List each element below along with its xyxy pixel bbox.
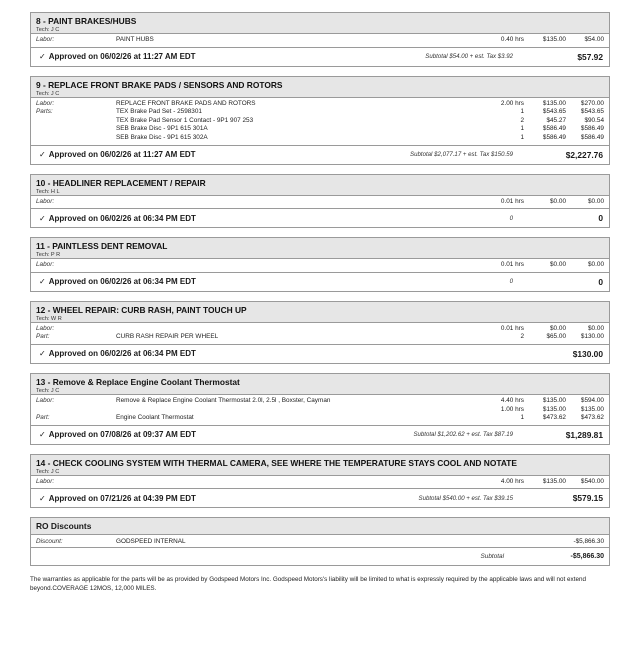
line-quantity: 0.40 hrs — [500, 36, 524, 43]
approval-row — [31, 146, 609, 164]
job-title: 10 - HEADLINER REPLACEMENT / REPAIR — [36, 177, 206, 188]
job-title: 8 - PAINT BRAKES/HUBS — [36, 16, 137, 26]
job-total: $130.00 — [572, 348, 603, 359]
job-title: 9 - REPLACE FRONT BRAKE PADS / SENSORS AND ROTORS — [36, 79, 283, 90]
job-title: 12 - WHEEL REPAIR: CURB RASH, PAINT TOUCH UP — [36, 304, 247, 315]
ro-discounts-title: RO Discounts — [31, 518, 609, 535]
job-subtotal: Subtotal $2,077.17 + est. Tax $150.59 — [410, 151, 513, 159]
line-amount: $586.49 — [580, 125, 604, 133]
line-amount: $0.00 — [588, 261, 604, 269]
job-card — [30, 301, 610, 364]
line-quantity: 1.00 hrs — [500, 405, 524, 413]
line-unit-price: $0.00 — [550, 261, 566, 269]
job-line-items — [31, 323, 609, 345]
checkmark-icon: ✓ — [39, 430, 46, 440]
line-quantity: 2 — [520, 333, 524, 341]
approval-row — [31, 489, 609, 507]
line-type: Labor: — [36, 197, 55, 205]
job-line-items — [31, 476, 609, 490]
line-unit-price: $135.00 — [542, 477, 566, 485]
line-unit-price: $65.00 — [546, 333, 566, 341]
job-tech: Tech: J C — [36, 27, 60, 33]
approval-status: Approved on 07/21/26 at 04:39 PM EDT — [48, 493, 196, 503]
line-amount: $543.65 — [580, 108, 604, 116]
job-card — [30, 12, 610, 67]
line-type: Labor: — [36, 477, 55, 485]
line-unit-price: $586.49 — [542, 125, 566, 133]
line-item — [36, 36, 604, 45]
discount-subtotal-value: -$5,866.30 — [570, 553, 604, 561]
line-quantity: 2 — [520, 116, 524, 124]
line-quantity: 1 — [520, 108, 524, 116]
job-subtotal: 0 — [509, 278, 513, 286]
line-amount: $135.00 — [580, 405, 604, 413]
line-item — [36, 397, 604, 406]
line-item — [36, 406, 604, 415]
checkmark-icon: ✓ — [39, 349, 46, 359]
job-subtotal: Subtotal $54.00 + est. Tax $3.92 — [425, 53, 513, 61]
line-item — [36, 117, 604, 126]
line-description: PAINT HUBS — [116, 36, 154, 43]
job-line-items — [31, 196, 609, 210]
line-amount: $540.00 — [580, 477, 604, 485]
line-type: Labor: — [36, 36, 55, 43]
line-type: Part: — [36, 333, 50, 341]
line-item — [36, 125, 604, 134]
line-quantity: 1 — [520, 125, 524, 133]
line-description: CURB RASH REPAIR PER WHEEL — [116, 333, 219, 341]
checkmark-icon: ✓ — [39, 493, 46, 503]
line-amount: $130.00 — [580, 333, 604, 341]
line-description: TEX Brake Pad Sensor 1 Contact - 9P1 907 253 — [116, 116, 254, 124]
line-quantity: 0.01 hrs — [500, 261, 524, 269]
line-description: Remove & Replace Engine Coolant Thermostat 2.0l, 2.5l , Boxster, Cayman — [116, 396, 331, 404]
job-line-items — [31, 34, 609, 48]
discount-subtotal-label: Subtotal — [480, 553, 504, 561]
line-item — [36, 134, 604, 143]
discount-subtotal-row — [31, 548, 609, 565]
job-subtotal: 0 — [509, 214, 513, 222]
line-unit-price: $135.00 — [542, 405, 566, 413]
job-tech: Tech: P R — [36, 252, 61, 259]
job-tech: Tech: J C — [36, 90, 60, 97]
job-total: $579.15 — [572, 493, 603, 504]
job-total: 0 — [598, 213, 603, 224]
line-amount: $90.54 — [584, 116, 604, 124]
line-description: SEB Brake Disc - 9P1 615 302A — [116, 133, 208, 141]
job-subtotal: Subtotal $1,202.62 + est. Tax $87.19 — [413, 431, 513, 439]
line-item — [36, 100, 604, 109]
job-card — [30, 454, 610, 509]
approval-row — [31, 48, 609, 66]
checkmark-icon: ✓ — [39, 150, 46, 160]
job-line-items — [31, 259, 609, 273]
discount-amount: -$5,866.30 — [573, 538, 604, 546]
line-item — [36, 414, 604, 423]
line-description: REPLACE FRONT BRAKE PADS AND ROTORS — [116, 99, 256, 107]
approval-row — [31, 273, 609, 291]
line-unit-price: $473.62 — [542, 414, 566, 422]
line-quantity: 1 — [520, 133, 524, 141]
job-card — [30, 76, 610, 165]
job-line-items — [31, 395, 609, 426]
line-amount: $586.49 — [580, 133, 604, 141]
ro-discounts-section — [30, 517, 610, 566]
line-item — [36, 108, 604, 117]
line-amount: $54.00 — [584, 36, 604, 43]
approval-status: Approved on 07/08/26 at 09:37 AM EDT — [48, 430, 197, 440]
job-title: 14 - CHECK COOLING SYSTEM WITH THERMAL CAMERA, SEE WHERE THE TEMPERATURE STAYS COOL AND NOTATE — [36, 457, 517, 468]
discount-description: GODSPEED INTERNAL — [116, 538, 186, 546]
job-total: $2,227.76 — [565, 149, 603, 160]
approval-status: Approved on 06/02/26 at 06:34 PM EDT — [48, 349, 196, 359]
line-item — [36, 198, 604, 207]
checkmark-icon: ✓ — [39, 52, 46, 62]
line-unit-price: $135.00 — [542, 396, 566, 404]
line-quantity: 4.00 hrs — [500, 477, 524, 485]
line-unit-price: $0.00 — [550, 324, 566, 332]
job-total: $1,289.81 — [565, 429, 603, 440]
job-tech: Tech: J C — [36, 468, 60, 475]
job-tech: Tech: W R — [36, 315, 62, 322]
line-item — [36, 261, 604, 270]
line-description: TEX Brake Pad Set - 2598301 — [116, 108, 202, 116]
job-tech: Tech: J C — [36, 387, 60, 394]
job-header — [31, 77, 609, 98]
job-list — [30, 12, 610, 508]
approval-status: Approved on 06/02/26 at 11:27 AM EDT — [48, 52, 196, 62]
line-type: Labor: — [36, 324, 55, 332]
job-title: 11 - PAINTLESS DENT REMOVAL — [36, 241, 168, 252]
job-subtotal: Subtotal $540.00 + est. Tax $39.15 — [418, 494, 513, 502]
job-header — [31, 175, 609, 196]
approval-status: Approved on 06/02/26 at 11:27 AM EDT — [48, 150, 196, 160]
line-unit-price: $586.49 — [542, 133, 566, 141]
line-unit-price: $135.00 — [542, 36, 566, 43]
discount-type: Discount: — [36, 538, 63, 546]
line-type: Labor: — [36, 396, 55, 404]
approval-status: Approved on 06/02/26 at 06:34 PM EDT — [48, 213, 196, 223]
warranty-notice: The warranties as applicable for the parts will be as provided by Godspeed Motors Inc. Godspeed Motors's liability will be limited to what is expressly required by the applicable laws and will not extend beyond.COVERAGE 12MOS, 12,000 MILES. — [30, 576, 586, 593]
job-tech: Tech: H L — [36, 188, 60, 195]
line-amount: $270.00 — [580, 99, 604, 107]
line-quantity: 1 — [520, 414, 524, 422]
job-total: 0 — [598, 276, 603, 287]
job-header — [31, 455, 609, 476]
line-type: Part: — [36, 414, 50, 422]
line-description: Engine Coolant Thermostat — [116, 414, 194, 422]
line-item — [36, 478, 604, 487]
job-total: $57.92 — [577, 51, 603, 62]
discount-line — [31, 535, 609, 548]
checkmark-icon: ✓ — [39, 277, 46, 287]
checkmark-icon: ✓ — [39, 213, 46, 223]
line-quantity: 2.00 hrs — [500, 99, 524, 107]
line-quantity: 4.40 hrs — [500, 396, 524, 404]
approval-status: Approved on 06/02/26 at 06:34 PM EDT — [48, 277, 196, 287]
line-unit-price: $135.00 — [542, 99, 566, 107]
job-header — [31, 238, 609, 259]
job-header — [31, 302, 609, 323]
line-unit-price: $45.27 — [546, 116, 566, 124]
approval-row — [31, 209, 609, 227]
approval-row — [31, 345, 609, 363]
job-card — [30, 373, 610, 445]
approval-row — [31, 426, 609, 444]
line-amount: $0.00 — [588, 324, 604, 332]
line-type: Labor: — [36, 261, 55, 269]
line-unit-price: $543.65 — [542, 108, 566, 116]
line-item — [36, 325, 604, 334]
line-amount: $0.00 — [588, 197, 604, 205]
line-amount: $594.00 — [580, 396, 604, 404]
line-description: SEB Brake Disc - 9P1 615 301A — [116, 125, 208, 133]
repair-order-document — [30, 12, 610, 593]
line-item — [36, 333, 604, 342]
job-card — [30, 174, 610, 229]
line-amount: $473.62 — [580, 414, 604, 422]
job-card — [30, 237, 610, 292]
job-title: 13 - Remove & Replace Engine Coolant Thermostat — [36, 376, 240, 387]
line-quantity: 0.01 hrs — [500, 324, 524, 332]
line-unit-price: $0.00 — [550, 197, 566, 205]
line-type: Labor: — [36, 99, 55, 107]
job-line-items — [31, 98, 609, 146]
line-quantity: 0.01 hrs — [500, 197, 524, 205]
job-header — [31, 374, 609, 395]
job-header — [31, 13, 609, 34]
line-type: Parts: — [36, 108, 53, 116]
